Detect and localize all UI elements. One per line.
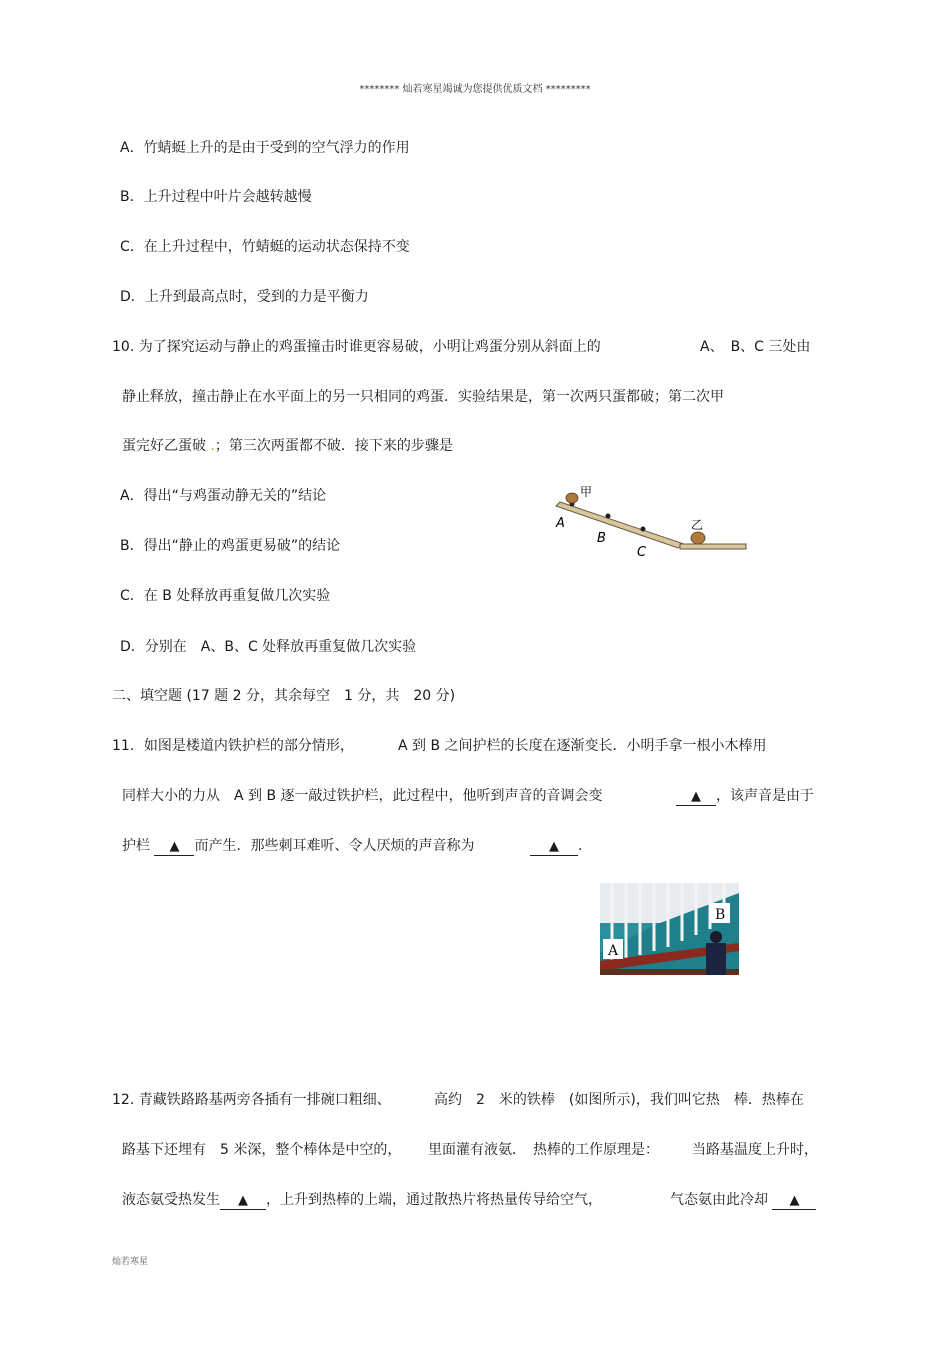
q9-option-a: A．竹蜻蜓上升的是由于受到的空气浮力的作用 — [120, 140, 410, 156]
q12-line1a: 12. 青藏铁路路基两旁各插有一排碗口粗细、 — [112, 1092, 391, 1108]
q10-line3-text-b: ；第三次两蛋都不破．接下来的步骤是 — [214, 438, 453, 454]
q12-line3a: 液态氨受热发生 — [122, 1192, 220, 1208]
q11-line1b: A 到 B 之间护栏的长度在逐渐变长．小明手拿一根小木棒用 — [398, 738, 767, 754]
q11-blank-1[interactable] — [676, 788, 716, 806]
label-b: B — [597, 531, 606, 546]
q11-line2b: ，该声音是由于 — [716, 788, 814, 804]
q12-line2a: 路基下还埋有 5 米深，整个棒体是中空的， — [122, 1142, 402, 1158]
railing-photo — [600, 883, 739, 975]
q12-line3 — [122, 1190, 602, 1210]
q11-line3 — [122, 836, 474, 856]
label-c: C — [637, 545, 647, 560]
q12-line3-tail — [670, 1190, 816, 1210]
section-heading-fill-in: 二、填空题 (17 题 2 分，其余每空 1 分，共 20 分) — [112, 688, 456, 704]
slope-diagram — [548, 482, 758, 562]
q11-blank-2[interactable] — [154, 838, 194, 856]
point-b-marker — [606, 514, 611, 519]
egg-yi — [691, 532, 705, 544]
q11-blank-3[interactable] — [530, 838, 578, 856]
slope-ramp — [556, 502, 684, 548]
photo-label-b: B — [715, 907, 726, 923]
q9-option-b: B．上升过程中叶片会越转越慢 — [120, 189, 312, 205]
q10-option-b: B．得出“静止的鸡蛋更易破”的结论 — [120, 538, 341, 554]
q12-line1b: 高约 2 米的铁棒 (如图所示)，我们叫它热 棒．热棒在 — [434, 1092, 804, 1108]
q10-line1-text: 10. 为了探究运动与静止的鸡蛋撞击时谁更容易破，小明让鸡蛋分别从斜面上的 — [112, 339, 601, 355]
q10-line2: 静止释放，撞击静止在水平面上的另一只相同的鸡蛋．实验结果是，第一次两只蛋都破；第二次甲 — [122, 389, 724, 405]
q11-line1a: 11．如图是楼道内铁护栏的部分情形， — [112, 738, 354, 754]
q12-blank-1[interactable] — [220, 1192, 266, 1210]
blank-triangle-icon: ▲ — [691, 789, 701, 804]
label-yi: 乙 — [691, 518, 704, 532]
q10-line1 — [112, 337, 601, 357]
q10-line1-end: A、 B、C 三处由 — [700, 339, 811, 355]
page-footer: 灿若寒星 — [112, 1257, 149, 1267]
page-header: ******** 灿若寒星竭诚为您提供优质文档 ********* — [359, 84, 591, 95]
q12-line3c: 气态氨由此冷却 — [670, 1192, 768, 1208]
person-head — [710, 931, 722, 943]
q11-line3c: . — [578, 838, 583, 854]
q12-blank-2[interactable] — [772, 1192, 816, 1210]
q10-option-a: A．得出“与鸡蛋动静无关的”结论 — [120, 488, 327, 504]
q11-line2a: 同样大小的力从 A 到 B 逐一敲过铁护栏，此过程中，他听到声音的音调会变 — [122, 788, 603, 804]
blank-triangle-icon: ▲ — [238, 1193, 248, 1208]
q10-option-c: C．在 B 处释放再重复做几次实验 — [120, 588, 331, 604]
q10-line3-text-a: 蛋完好乙蛋破 — [122, 438, 206, 454]
horizontal-plane — [680, 544, 746, 549]
q11-line2-tail — [676, 786, 814, 806]
label-jia: 甲 — [580, 485, 593, 499]
person-body — [706, 943, 726, 975]
egg-jia — [566, 493, 578, 503]
point-c-marker — [641, 527, 646, 532]
q10-line3-dot: . — [210, 438, 215, 454]
q10-option-d: D．分别在 A、B、C 处释放再重复做几次实验 — [120, 639, 417, 655]
q11-line3a: 护栏 — [122, 838, 150, 854]
photo-label-a: A — [608, 943, 619, 959]
q9-option-d: D．上升到最高点时，受到的力是平衡力 — [120, 289, 369, 305]
label-a: A — [556, 516, 565, 531]
q12-line2c: 当路基温度上升时， — [692, 1142, 818, 1158]
blank-triangle-icon: ▲ — [169, 839, 180, 854]
blank-triangle-icon: ▲ — [789, 1193, 800, 1208]
blank-triangle-icon: ▲ — [549, 839, 559, 854]
q12-line3b: ，上升到热棒的上端，通过散热片将热量传导给空气， — [266, 1192, 602, 1208]
q12-line2b: 里面灌有液氨． 热棒的工作原理是： — [428, 1142, 659, 1158]
q9-option-c: C．在上升过程中，竹蜻蜓的运动状态保持不变 — [120, 239, 410, 255]
q10-line3 — [122, 436, 453, 456]
q11-line3b: 而产生．那些刺耳难听、令人厌烦的声音称为 — [194, 838, 475, 854]
q11-line3-tail — [530, 836, 582, 856]
